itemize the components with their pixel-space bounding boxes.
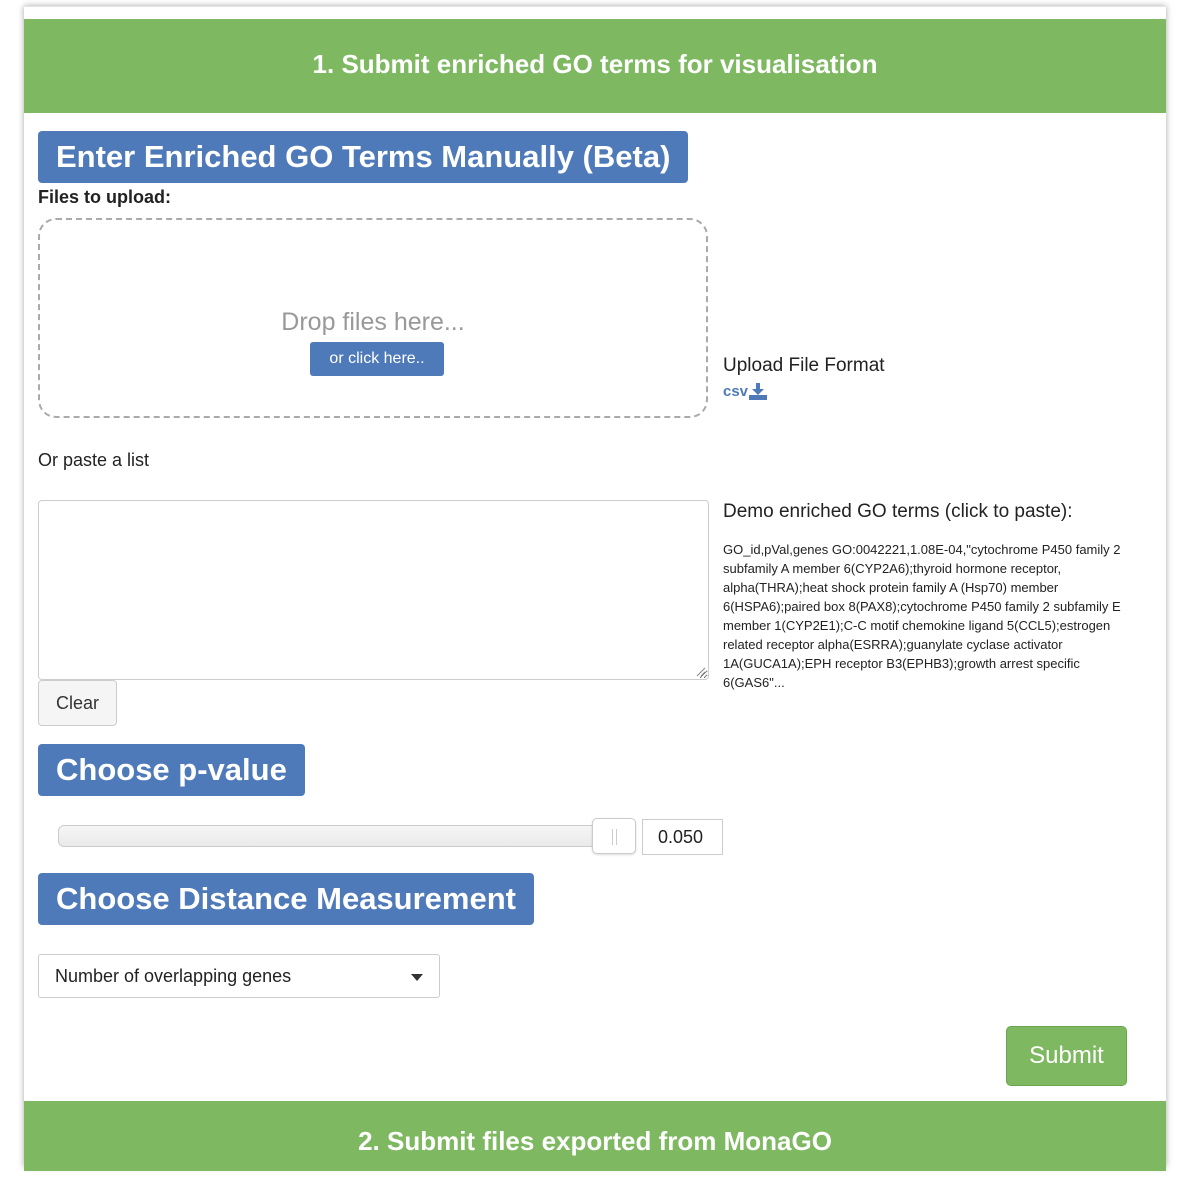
submit-button[interactable]: Submit [1006, 1026, 1127, 1086]
resize-grip-icon[interactable] [696, 667, 706, 677]
csv-link-label: csv [723, 383, 749, 400]
drop-files-text: Drop files here... [281, 308, 465, 336]
paste-list-label: Or paste a list [38, 450, 150, 470]
manual-entry-title: Enter Enriched GO Terms Manually (Beta) [38, 131, 688, 183]
slider-grip-line [612, 829, 613, 845]
files-to-upload-label: Files to upload: [38, 187, 171, 207]
csv-format-link[interactable] [723, 383, 767, 400]
file-dropzone[interactable] [38, 218, 708, 418]
upload-file-format-label: Upload File Format [723, 355, 885, 376]
distance-select[interactable] [38, 954, 440, 998]
demo-terms-text[interactable]: GO_id,pVal,genes GO:0042221,1.08E-04,"cytochrome P450 family 2 subfamily A member 6(CYP2A6);thyroid hormone receptor, alpha(THRA);heat shock protein family A (Hsp70) member 6(HSPA6);paired box 8(PAX8);cytochrome P450 family 2 subfamily E member 1(CYP2E1);C-C motif chemokine ligand 5(CCL5);estrogen related receptor alpha(ESRRA);guanylate cyclase activator 1A(GUCA1A);EPH receptor B3(EPHB3);growth arrest specific 6(GAS6"... [723, 542, 1121, 690]
demo-terms-title: Demo enriched GO terms (click to paste): [723, 501, 1073, 522]
pvalue-slider-track[interactable] [58, 825, 618, 847]
slider-grip-line [616, 829, 617, 845]
distance-title: Choose Distance Measurement [38, 873, 534, 925]
click-upload-button[interactable]: or click here.. [310, 342, 444, 376]
chevron-down-icon [411, 974, 423, 981]
pvalue-input[interactable]: 0.050 [642, 819, 723, 855]
pvalue-slider-handle[interactable] [592, 818, 636, 854]
download-icon [749, 383, 767, 400]
paste-list-textarea[interactable] [38, 500, 709, 680]
clear-button[interactable]: Clear [38, 680, 117, 726]
distance-selected-value: Number of overlapping genes [55, 966, 292, 986]
pvalue-title: Choose p-value [38, 744, 305, 796]
section-1-header: 1. Submit enriched GO terms for visualisation [24, 19, 1166, 113]
section-2-header: 2. Submit files exported from MonaGO [24, 1101, 1166, 1171]
